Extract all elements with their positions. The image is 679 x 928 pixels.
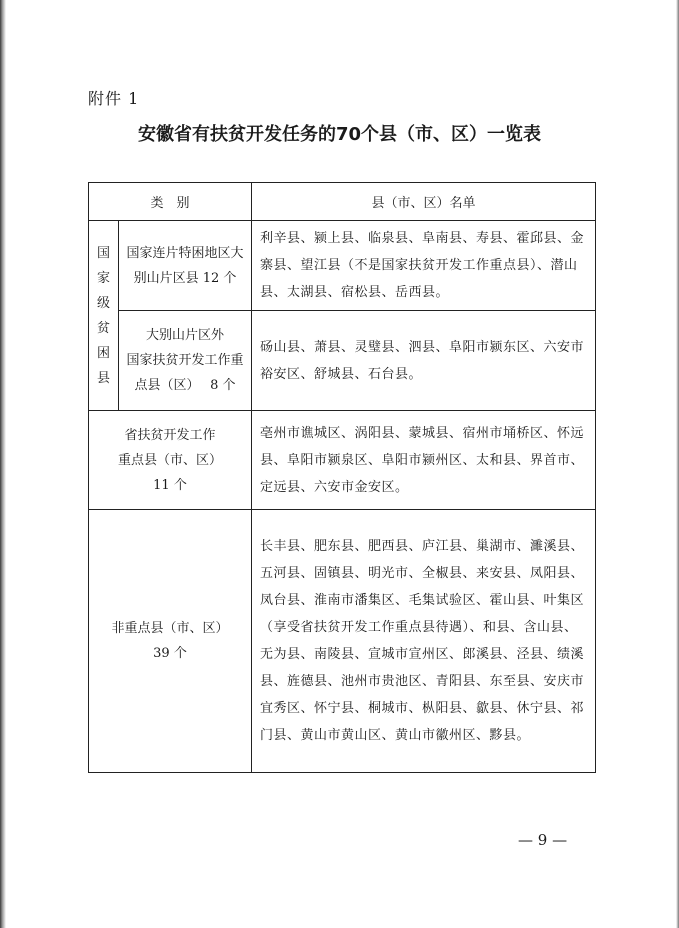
column-header-category: 类 别: [89, 183, 252, 221]
county-list-cell: [252, 510, 596, 773]
category-cell: [89, 411, 252, 510]
county-list-cell: [252, 311, 596, 411]
category-line: 国家连片特困地区大: [126, 245, 244, 261]
category-line: 省扶贫开发工作: [124, 427, 216, 443]
table-row: [89, 411, 596, 510]
category-line: 11 个: [153, 477, 187, 493]
table-header-row: [89, 183, 596, 221]
group-char: 级: [96, 295, 110, 311]
category-line: 非重点县（市、区）: [111, 621, 229, 636]
county-list: 利辛县、颍上县、临泉县、阜南县、寿县、霍邱县、金寨县、望江县（不是国家扶贫开发工作重点县）、潜山县、太湖县、宿松县、岳西县。: [260, 231, 585, 300]
category-line: 别山片区县 12 个: [133, 270, 237, 286]
group-char: 家: [96, 270, 110, 286]
category-cell: [119, 311, 252, 411]
group-char: 国: [96, 245, 110, 261]
group-char: 县: [96, 370, 110, 386]
group-char: 困: [96, 345, 110, 361]
county-table: [88, 182, 596, 773]
column-header-county-names: 县（市、区）名单: [252, 183, 596, 221]
county-list-cell: [252, 221, 596, 311]
table-row: [89, 311, 596, 411]
category-line: 重点县（市、区）: [118, 452, 223, 468]
group-char: 贫: [96, 320, 110, 336]
county-list-cell: [252, 411, 596, 510]
category-cell: [119, 221, 252, 311]
document-title: 安徽省有扶贫开发任务的70个县（市、区）一览表: [137, 124, 542, 145]
category-line: 国家扶贫开发工作重: [126, 353, 244, 368]
county-list: 砀山县、萧县、灵璧县、泗县、阜阳市颍东区、六安市裕安区、舒城县、石台县。: [260, 339, 585, 382]
page-number: — 9 —: [518, 831, 568, 849]
category-line: 39 个: [153, 646, 187, 661]
table-row: [89, 510, 596, 773]
national-poverty-county-group-label: [89, 221, 119, 411]
attachment-label: 附件 1: [88, 89, 140, 108]
table-row: [89, 221, 596, 311]
category-line: 点县（区） 8 个: [134, 378, 236, 393]
county-list: 亳州市谯城区、涡阳县、蒙城县、宿州市埇桥区、怀远县、阜阳市颍泉区、阜阳市颍州区、太和县、界首市、定远县、六安市金安区。: [260, 425, 585, 495]
category-cell: [89, 510, 252, 773]
county-list: 长丰县、肥东县、肥西县、庐江县、巢湖市、濉溪县、五河县、固镇县、明光市、全椒县、来安县、凤阳县、凤台县、淮南市潘集区、毛集试验区、霍山县、叶集区（享受省扶贫开发工作重点县待遇）、和县、含山县、无为县、南陵县、宣城市宣州区、郎溪县、泾县、绩溪县、旌德县、池州市贵池区、青阳县、东至县、安庆市宜秀区、怀宁县、桐城市、枞阳县、歙县、休宁县、祁门县、黄山市黄山区、黄山市徽州区、黟县。: [260, 539, 585, 743]
category-line: 大别山片区外: [146, 328, 225, 343]
